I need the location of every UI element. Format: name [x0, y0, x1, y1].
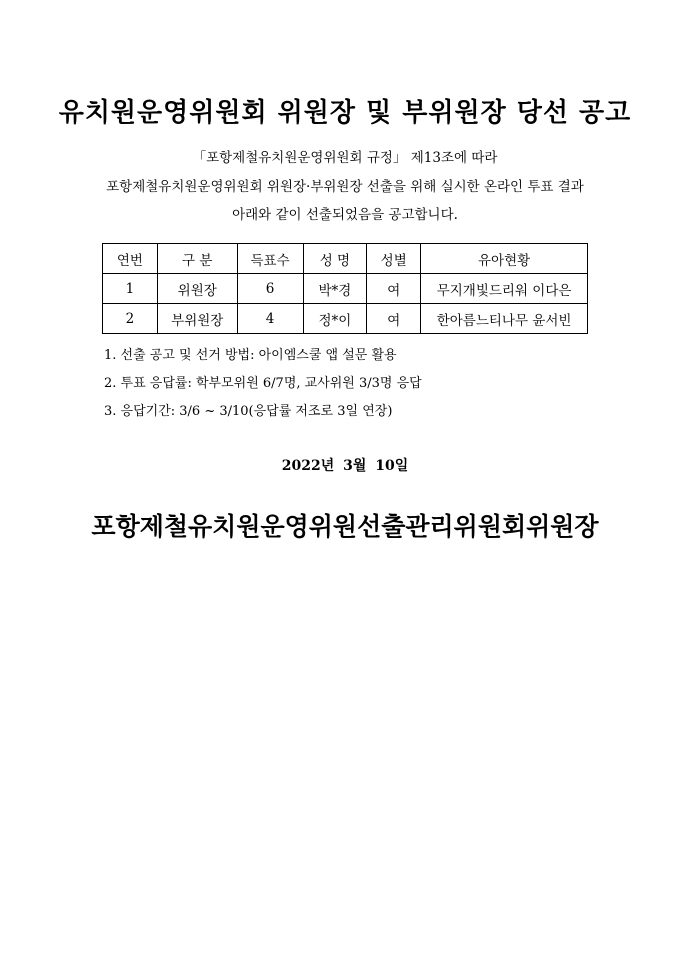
issuer-signature: 포항제철유치원운영위원선출관리위원회위원장 — [91, 512, 599, 541]
table-row — [103, 274, 588, 304]
cell-serial: 1 — [103, 274, 158, 304]
note-item: 3. 응답기간: 3/6 ~ 3/10(응답률 저조로 3일 연장) — [104, 404, 393, 419]
cell-name: 정*이 — [303, 304, 367, 334]
header-category: 구 분 — [157, 244, 237, 274]
cell-category: 부위원장 — [157, 304, 237, 334]
cell-name: 박*경 — [303, 274, 367, 304]
document-title: 유치원운영위원회 위원장 및 부위원장 당선 공고 — [58, 98, 632, 128]
results-table — [102, 243, 588, 334]
table-row — [103, 304, 588, 334]
cell-gender: 여 — [367, 304, 421, 334]
intro-line-1: 「포항제철유치원운영위원회 규정」 제13조에 따라 — [192, 150, 498, 166]
cell-child-class: 무지개빛드리워 이다은 — [421, 274, 588, 304]
intro-line-2: 포항제철유치원운영위원회 위원장·부위원장 선출을 위해 실시한 온라인 투표 결과 — [106, 179, 584, 195]
cell-child-class: 한아름느티나무 윤서빈 — [421, 304, 588, 334]
header-votes: 득표수 — [237, 244, 303, 274]
header-serial: 연번 — [103, 244, 158, 274]
notes-list — [104, 346, 422, 430]
note-item: 1. 선출 공고 및 선거 방법: 아이엠스쿨 앱 설문 활용 — [104, 348, 397, 363]
intro-line-3: 아래와 같이 선출되었음을 공고합니다. — [232, 207, 458, 223]
note-item: 2. 투표 응답률: 학부모위원 6/7명, 교사위원 3/3명 응답 — [104, 376, 422, 391]
header-child-class: 유아현황 — [421, 244, 588, 274]
table-header-row — [103, 244, 588, 274]
cell-votes: 4 — [237, 304, 303, 334]
cell-votes: 6 — [237, 274, 303, 304]
header-name: 성 명 — [303, 244, 367, 274]
cell-category: 위원장 — [157, 274, 237, 304]
announcement-date: 2022년 3월 10일 — [281, 458, 409, 474]
cell-gender: 여 — [367, 274, 421, 304]
cell-serial: 2 — [103, 304, 158, 334]
header-gender: 성별 — [367, 244, 421, 274]
